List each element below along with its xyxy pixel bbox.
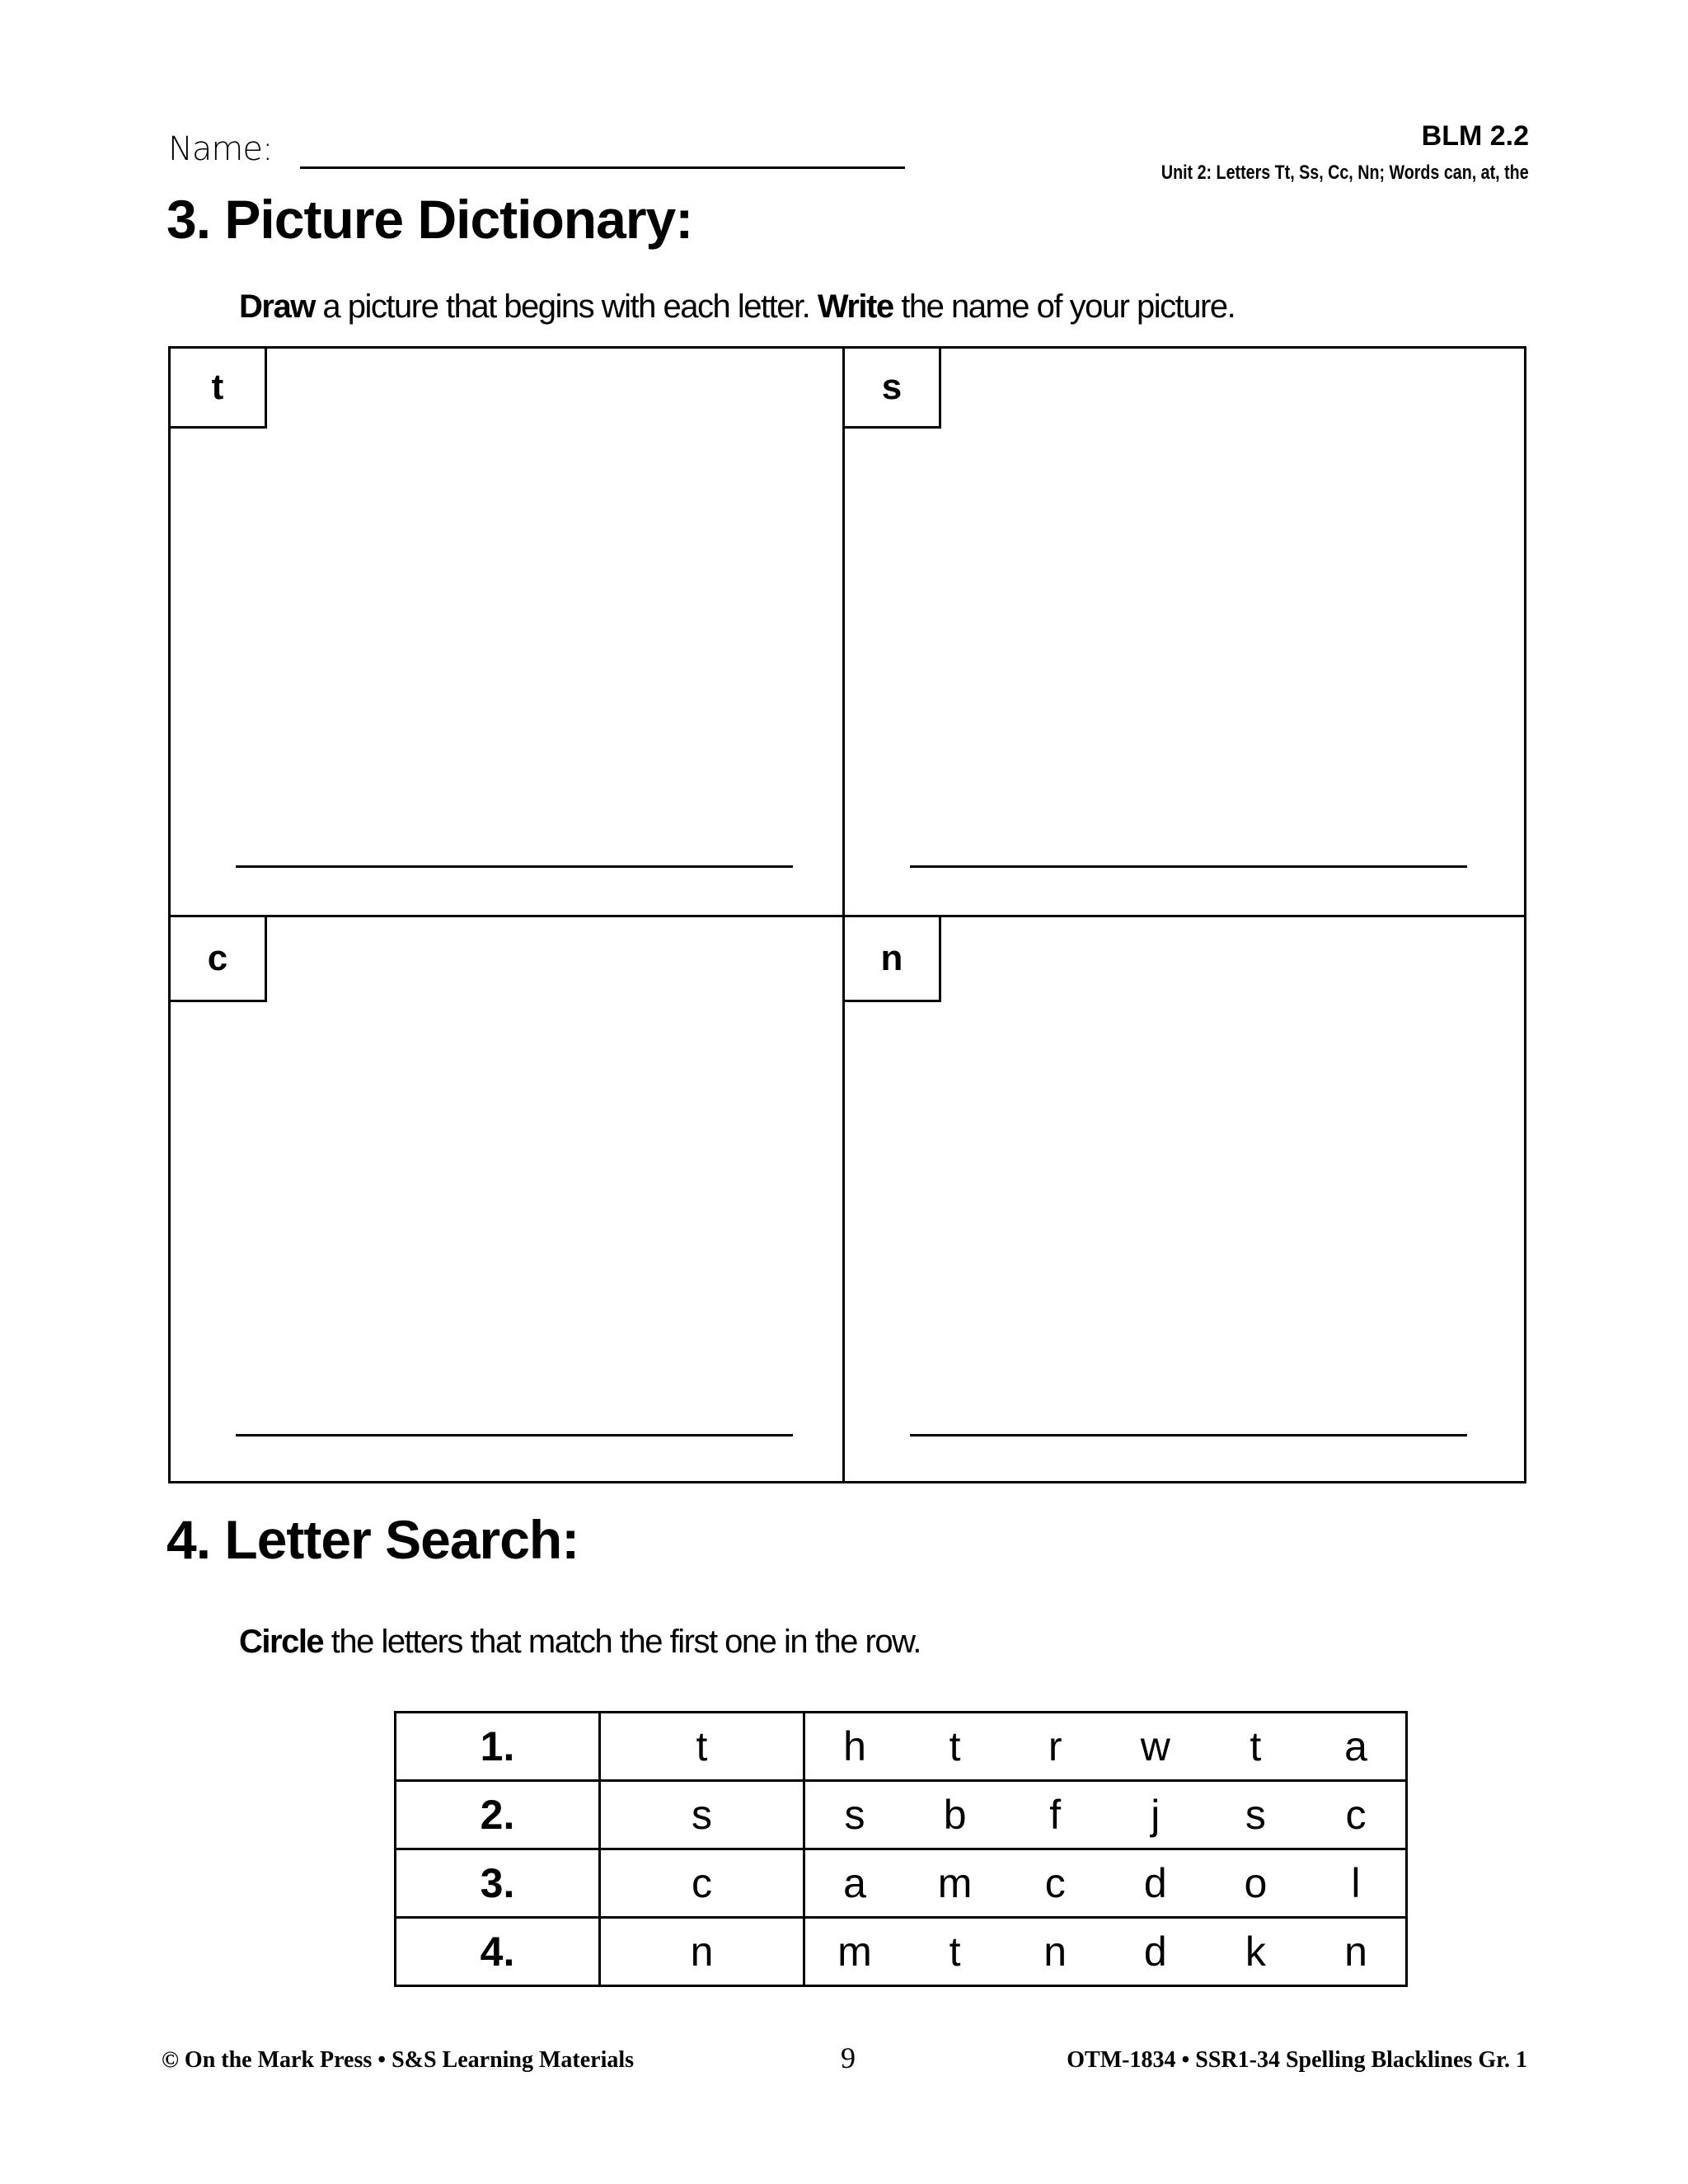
letter-choice[interactable]: d (1143, 1860, 1167, 1906)
letter-choice[interactable]: h (843, 1723, 866, 1769)
letter-choice[interactable]: c (1345, 1792, 1367, 1838)
table-row (396, 1713, 1407, 1781)
letter-choice[interactable]: o (1244, 1860, 1268, 1906)
section-4-instruction (239, 1624, 921, 1661)
letter-choice[interactable]: d (1143, 1929, 1167, 1975)
letter-box: t (168, 346, 267, 429)
instruction-verb-draw: Draw (239, 288, 315, 325)
write-name-line[interactable] (910, 1434, 1467, 1436)
instruction-verb-circle: Circle (239, 1624, 324, 1660)
letter-choice[interactable]: m (937, 1860, 973, 1906)
letter-choices (804, 1713, 1407, 1781)
target-letter: c (600, 1849, 804, 1918)
section-3-title: 3. Picture Dictionary: (166, 189, 693, 250)
blm-label: BLM 2.2 (1421, 120, 1529, 152)
letter-choice[interactable]: w (1140, 1723, 1170, 1769)
name-field-line[interactable] (300, 166, 905, 169)
table-row (396, 1849, 1407, 1918)
section-4-title: 4. Letter Search: (166, 1509, 579, 1570)
target-letter: t (600, 1713, 804, 1781)
letter-box: c (168, 915, 267, 1002)
letter-choice[interactable]: s (1245, 1792, 1266, 1838)
instruction-verb-write: Write (817, 288, 893, 325)
footer-product-code: OTM-1834 • SSR1-34 Spelling Blacklines Gr. 1 (1067, 2047, 1527, 2073)
drawing-cell-t[interactable] (168, 346, 842, 915)
drawing-cell-s[interactable] (842, 346, 1526, 915)
letter-choice[interactable]: f (1049, 1792, 1062, 1838)
letter-choice[interactable]: a (1344, 1723, 1367, 1769)
write-name-line[interactable] (236, 1434, 793, 1436)
row-number: 3. (396, 1849, 600, 1918)
drawing-cell-c[interactable] (168, 915, 842, 1483)
letter-choice[interactable]: l (1351, 1860, 1361, 1906)
table-row (396, 1918, 1407, 1986)
target-letter: n (600, 1918, 804, 1986)
letter-choice[interactable]: t (1250, 1723, 1262, 1769)
letter-choice[interactable]: n (1043, 1929, 1067, 1975)
letter-choice[interactable]: c (1044, 1860, 1066, 1906)
instruction-text: a picture that begins with each letter. (314, 288, 818, 325)
target-letter: s (600, 1781, 804, 1849)
letter-search-table (394, 1711, 1408, 1987)
row-number: 1. (396, 1713, 600, 1781)
letter-choice[interactable]: t (949, 1929, 961, 1975)
write-name-line[interactable] (236, 865, 793, 868)
letter-choices (804, 1781, 1407, 1849)
letter-choice[interactable]: t (949, 1723, 961, 1769)
instruction-text: the name of your picture. (893, 288, 1236, 325)
letter-choice[interactable]: a (843, 1860, 866, 1906)
letter-choice[interactable]: k (1245, 1929, 1266, 1975)
row-number: 2. (396, 1781, 600, 1849)
letter-box: n (842, 915, 941, 1002)
letter-choice[interactable]: j (1151, 1792, 1160, 1838)
section-3-instruction (239, 288, 1235, 326)
footer-copyright: © On the Mark Press • S&S Learning Materials (162, 2047, 635, 2073)
letter-choice[interactable]: n (1344, 1929, 1367, 1975)
letter-choice[interactable]: r (1048, 1723, 1062, 1769)
write-name-line[interactable] (910, 865, 1467, 868)
letter-box: s (842, 346, 941, 429)
instruction-text: the letters that match the first one in the row. (323, 1624, 921, 1660)
page-number: 9 (841, 2041, 856, 2074)
name-label: Name: (168, 130, 273, 168)
letter-choice[interactable]: m (837, 1929, 872, 1975)
drawing-cell-n[interactable] (842, 915, 1526, 1483)
letter-choices (804, 1849, 1407, 1918)
row-number: 4. (396, 1918, 600, 1986)
letter-choice[interactable]: s (844, 1792, 865, 1838)
letter-choices (804, 1918, 1407, 1986)
unit-subtitle: Unit 2: Letters Tt, Ss, Cc, Nn; Words can, at, the (1161, 162, 1529, 184)
letter-choice[interactable]: b (943, 1792, 967, 1838)
table-row (396, 1781, 1407, 1849)
